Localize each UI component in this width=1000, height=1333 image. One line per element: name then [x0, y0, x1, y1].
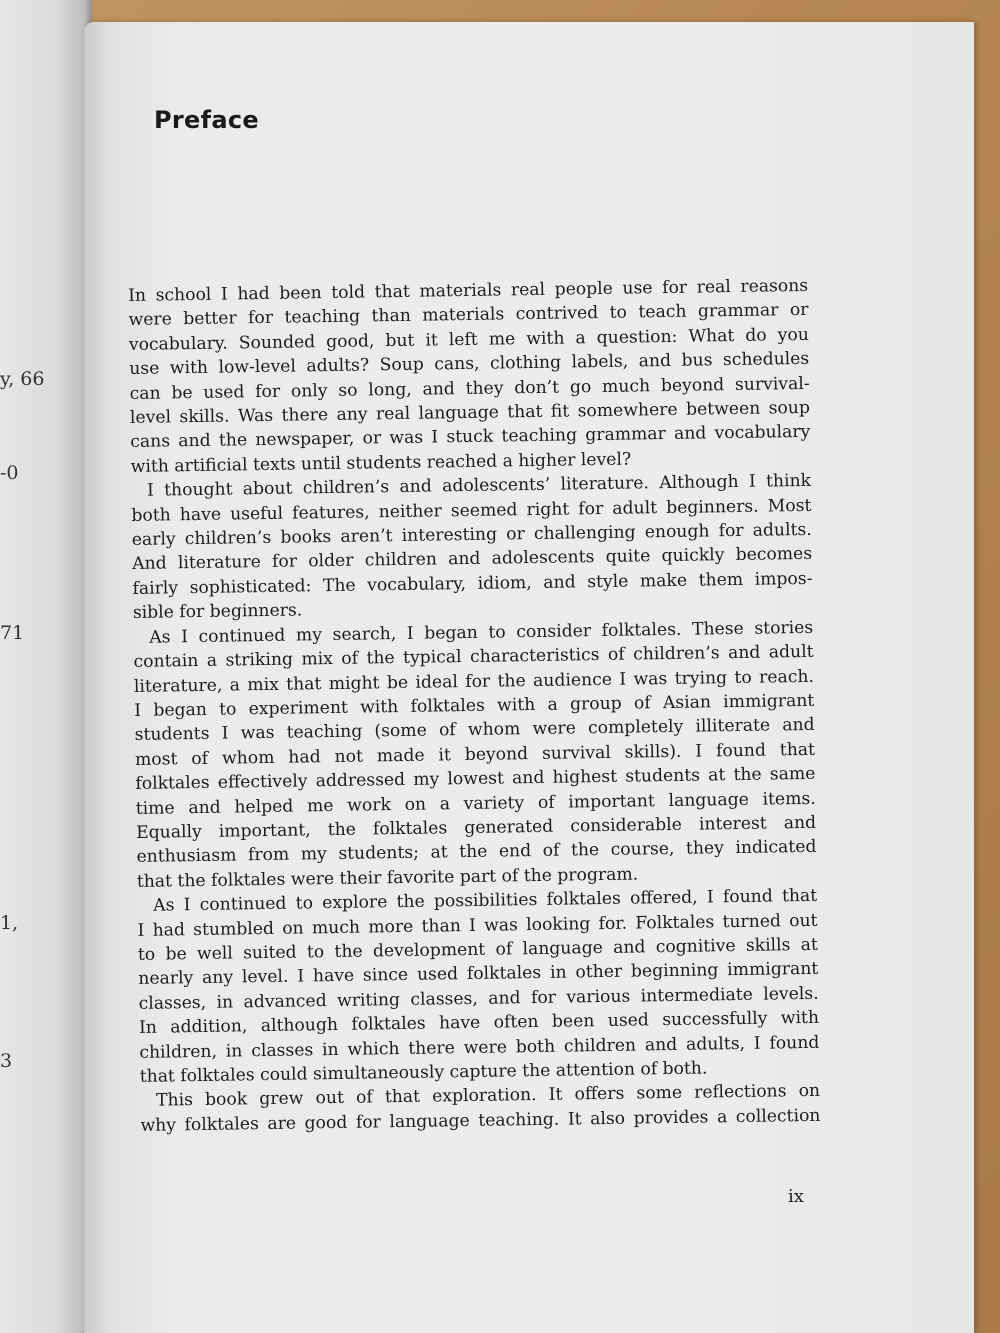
text-line: This book grew out of that exploration. It offers some reflections on [155, 1081, 821, 1112]
text-line: enthusiasm from my students; at the end of the course, they indicated [136, 837, 817, 868]
text-line: with artificial texts until students reached a higher level? [130, 449, 632, 477]
text-line: can be used for only so long, and they don’t go much beyond survival- [129, 373, 810, 404]
text-line: Equally important, the folktales generated considerable interest and [135, 812, 817, 843]
text-line: I thought about children’s and adolescents’ literature. Although I think [146, 471, 812, 501]
text-line: nearly any level. I have since used folktales in other beginning immigrant [138, 959, 819, 990]
text-line: In addition, although folktales have often been used successfully with [138, 1008, 820, 1039]
page-number: ix [788, 1186, 804, 1207]
left-page-fragment: 1, [0, 912, 19, 934]
text-line: sible for beginners. [132, 600, 303, 624]
book-page [84, 22, 974, 1333]
text-line: that folktales could simultaneously capture the attention of both. [139, 1058, 708, 1087]
text-line: literature, a mix that might be ideal for the audience I was trying to reach. [133, 666, 815, 697]
text-line: time and helped me work on a variety of important language items. [135, 788, 816, 819]
text-line: And literature for older children and adolescents quite quickly becomes [132, 544, 813, 575]
left-page-fragment: 3 [0, 1050, 13, 1072]
text-line: classes, in advanced writing classes, and for various intermediate levels. [138, 983, 819, 1014]
text-line: students I was teaching (some of whom were completely illiterate and [134, 715, 815, 746]
text-line: children, in classes in which there were both children and adults, I found [139, 1032, 820, 1063]
page-heading: Preface [154, 106, 259, 134]
text-line: contain a striking mix of the typical characteristics of children’s and adult [133, 641, 814, 673]
text-line: that the folktales were their favorite part of the program. [136, 864, 639, 892]
text-line: cans and the newspaper, or was I stuck teaching grammar and vocabulary [130, 422, 811, 453]
text-line: early children’s books aren’t interesting or challenging enough for adults. [131, 519, 812, 551]
left-page-fragment: y, 66 [0, 368, 45, 390]
text-line: I began to experiment with folktales with a group of Asian immigrant [134, 690, 815, 721]
text-line: both have useful features, neither seemed right for adult beginners. Most [131, 495, 812, 526]
left-facing-page [0, 0, 92, 1333]
text-line: vocabulary. Sounded good, but it left me with a question: What do you [128, 324, 809, 355]
text-line: As I continued my search, I began to consider folktales. These stories [149, 617, 814, 648]
text-line: folktales effectively addressed my lowest and highest students at the same [135, 763, 816, 795]
text-line: level skills. Was there any real language that fit somewhere between soup [129, 397, 811, 429]
text-line: In school I had been told that materials real people use for real reasons [128, 275, 809, 306]
body-text [128, 274, 821, 1138]
text-line: I had stumbled on much more than I was looking for. Folktales turned out [137, 910, 818, 941]
text-line: fairly sophisticated: The vocabulary, idiom, and style make them impos- [132, 568, 813, 599]
text-line: use with low-level adults? Soup cans, clothing labels, and bus schedules [129, 349, 810, 380]
text-line: why folktales are good for language teaching. It also provides a collection [140, 1105, 821, 1136]
text-line: most of whom had not made it beyond survival skills). I found that [134, 739, 816, 770]
text-line: to be well suited to the development of language and cognitive skills at [137, 934, 819, 965]
text-line: As I continued to explore the possibilities folktales offered, I found that [153, 886, 818, 916]
left-page-fragment: -0 [0, 462, 19, 484]
left-page-fragment: 71 [0, 622, 25, 644]
text-line: were better for teaching than materials contrived to teach grammar or [128, 300, 809, 331]
